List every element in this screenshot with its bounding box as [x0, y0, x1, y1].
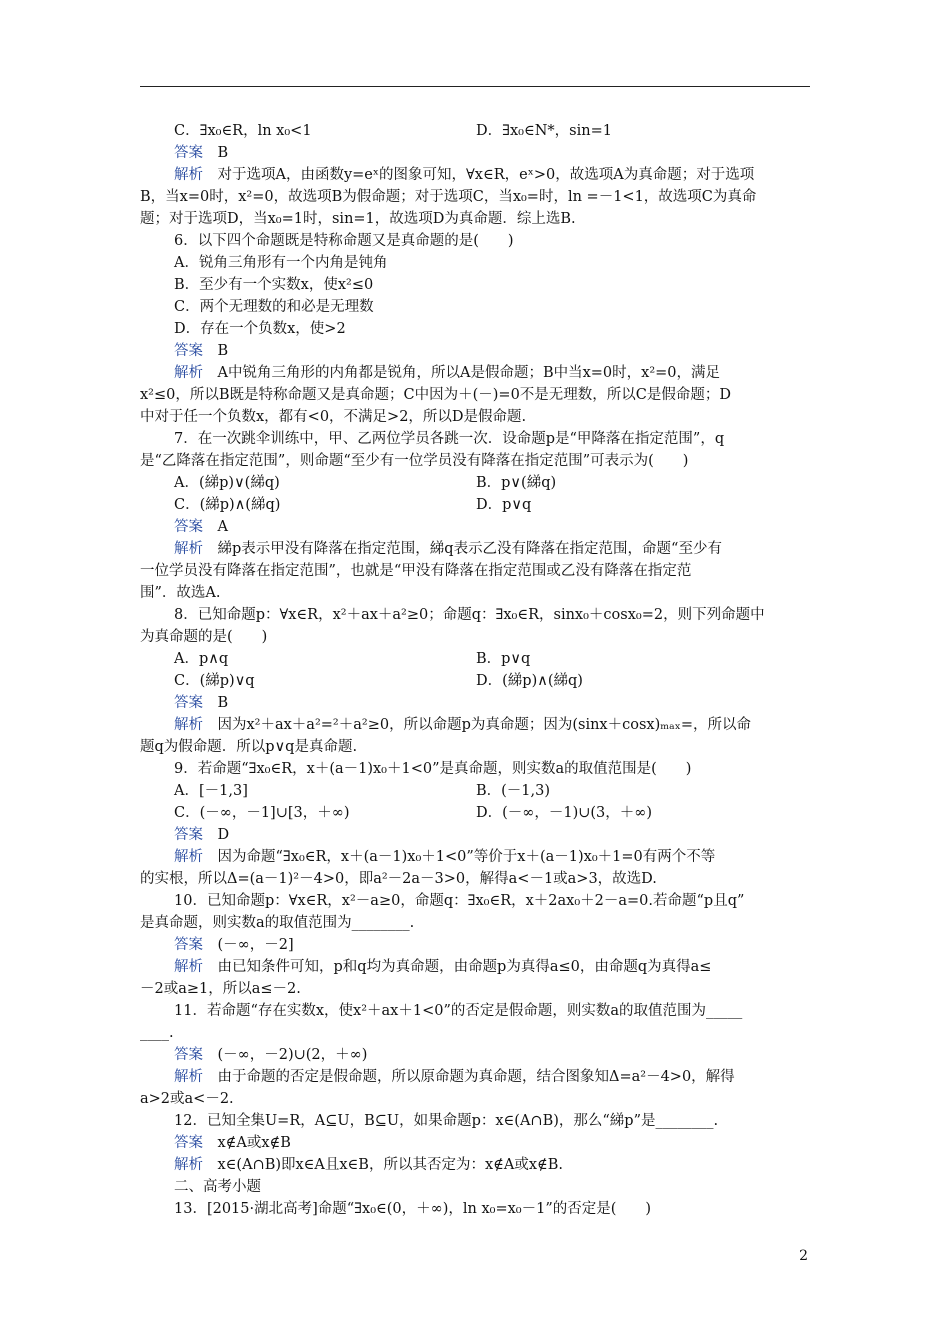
question-line: 二、高考小题 — [174, 1179, 261, 1195]
option-row — [140, 494, 810, 516]
analysis-label: 解析 — [174, 717, 203, 733]
question-line: 6．以下四个命题既是特称命题又是真命题的是( ) — [174, 233, 514, 249]
question-line: 12．已知全集U=R，A⊆U，B⊆U，如果命题p：x∈(A∩B)，那么“綈p”是________. — [174, 1113, 719, 1129]
continuation-line: ____. — [140, 1025, 174, 1041]
question-line: D．存在一个负数x，使>2 — [174, 321, 346, 337]
option-left: A．[－1,3] — [174, 783, 248, 799]
answer-label: 答案 — [174, 937, 203, 953]
line-text: (－∞，－2)∪(2，＋∞) — [217, 1047, 368, 1063]
question-line: 10．已知命题p：∀x∈R，x²－a≥0，命题q：∃x₀∈R，x＋2ax₀＋2－a=0.若命题“p且q” — [174, 893, 745, 909]
option-row — [140, 802, 810, 824]
analysis-line — [140, 714, 810, 736]
answer-label: 答案 — [174, 695, 203, 711]
answer-label: 答案 — [174, 827, 203, 843]
analysis-line — [140, 164, 810, 186]
continuation-line: B，当x=0时，x²=0，故选项B为假命题；对于选项C，当x₀=时，ln =－1<1，故选项C为真命 — [140, 189, 757, 205]
analysis-line — [140, 1154, 810, 1176]
line-text: 由于命题的否定是假命题，所以原命题为真命题，结合图象知Δ=a²－4>0，解得 — [217, 1069, 735, 1085]
line-text: 因为x²＋ax＋a²=²＋a²≥0，所以命题p为真命题；因为(sinx＋cosx)ₘₐₓ=，所以命 — [217, 717, 752, 733]
answer-line — [140, 340, 810, 362]
analysis-label: 解析 — [174, 365, 203, 381]
question-line: C．两个无理数的和必是无理数 — [174, 299, 374, 315]
option-row — [140, 670, 810, 692]
answer-line — [140, 1044, 810, 1066]
line-text: x∉A或x∉B — [217, 1135, 291, 1151]
continuation-line: 的实根，所以Δ=(a－1)²－4>0，即a²－2a－3>0，解得a<－1或a>3，故选D. — [140, 871, 657, 887]
option-left: C．(綈p)∧(綈q) — [174, 497, 281, 513]
question-line: B．至少有一个实数x，使x²≤0 — [174, 277, 374, 293]
analysis-line — [140, 956, 810, 978]
continuation-line: 为真命题的是( ) — [140, 629, 268, 645]
analysis-line — [140, 362, 810, 384]
answer-line — [140, 1132, 810, 1154]
continuation-line: x²≤0，所以B既是特称命题又是真命题；C中因为＋(－)=0不是无理数，所以C是假命题；D — [140, 387, 732, 403]
analysis-label: 解析 — [174, 167, 203, 183]
answer-line — [140, 934, 810, 956]
option-right: D．∃x₀∈N*，sin=1 — [476, 123, 612, 139]
option-right: D．(綈p)∧(綈q) — [476, 673, 583, 689]
analysis-label: 解析 — [174, 541, 203, 557]
analysis-label: 解析 — [174, 1157, 203, 1173]
answer-label: 答案 — [174, 145, 203, 161]
answer-line — [140, 692, 810, 714]
line-text: 对于选项A，由函数y=eˣ的图象可知，∀x∈R，eˣ>0，故选项A为真命题；对于选项 — [217, 167, 755, 183]
option-right: D．(－∞，－1)∪(3，＋∞) — [476, 805, 653, 821]
header-rule — [140, 86, 810, 87]
option-left: C．(綈p)∨q — [174, 673, 255, 689]
question-line: 7．在一次跳伞训练中，甲、乙两位学员各跳一次．设命题p是“甲降落在指定范围”，q — [174, 431, 725, 447]
line-text: 因为命题“∃x₀∈R，x＋(a－1)x₀＋1<0”等价于x＋(a－1)x₀＋1=0有两个不等 — [217, 849, 716, 865]
continuation-line: －2或a≥1，所以a≤－2. — [140, 981, 301, 997]
option-row — [140, 780, 810, 802]
question-line: 13．[2015·湖北高考]命题“∃x₀∈(0，＋∞)，ln x₀=x₀－1”的否定是( ) — [174, 1201, 652, 1217]
continuation-line: 题；对于选项D，当x₀=1时，sin=1，故选项D为真命题．综上选B. — [140, 211, 576, 227]
answer-line — [140, 824, 810, 846]
line-text: B — [217, 145, 229, 161]
option-right: D．p∨q — [476, 497, 532, 513]
option-right: B．p∨q — [476, 651, 531, 667]
analysis-line — [140, 1066, 810, 1088]
page-number: 2 — [799, 1248, 808, 1264]
line-text: D — [217, 827, 230, 843]
option-left: C．∃x₀∈R，ln x₀<1 — [174, 123, 312, 139]
line-text: 綈p表示甲没有降落在指定范围，綈q表示乙没有降落在指定范围，命题“至少有 — [217, 541, 722, 557]
answer-label: 答案 — [174, 519, 203, 535]
answer-label: 答案 — [174, 1047, 203, 1063]
analysis-line — [140, 538, 810, 560]
analysis-label: 解析 — [174, 959, 203, 975]
analysis-label: 解析 — [174, 849, 203, 865]
document-body — [140, 120, 810, 1220]
line-text: 由已知条件可知，p和q均为真命题，由命题p为真得a≤0，由命题q为真得a≤ — [217, 959, 712, 975]
question-line: A．锐角三角形有一个内角是钝角 — [174, 255, 388, 271]
continuation-line: 中对于任一个负数x，都有<0，不满足>2，所以D是假命题. — [140, 409, 527, 425]
option-row — [140, 472, 810, 494]
option-row — [140, 120, 810, 142]
answer-line — [140, 142, 810, 164]
line-text: x∈(A∩B)即x∈A且x∈B，所以其否定为：x∉A或x∉B. — [217, 1157, 564, 1173]
continuation-line: 是真命题，则实数a的取值范围为________. — [140, 915, 415, 931]
continuation-line: a>2或a<－2. — [140, 1091, 234, 1107]
line-text: B — [217, 695, 229, 711]
option-right: B．p∨(綈q) — [476, 475, 557, 491]
option-right: B．(－1,3) — [476, 783, 551, 799]
analysis-line — [140, 846, 810, 868]
continuation-line: 围”．故选A. — [140, 585, 221, 601]
answer-label: 答案 — [174, 1135, 203, 1151]
option-left: A．p∧q — [174, 651, 229, 667]
question-line: 8．已知命题p：∀x∈R，x²＋ax＋a²≥0；命题q：∃x₀∈R，sinx₀＋cosx₀=2，则下列命题中 — [174, 607, 765, 623]
analysis-label: 解析 — [174, 1069, 203, 1085]
answer-label: 答案 — [174, 343, 203, 359]
answer-line — [140, 516, 810, 538]
line-text: A中锐角三角形的内角都是锐角，所以A是假命题；B中当x=0时，x²=0，满足 — [217, 365, 721, 381]
line-text: (－∞，－2] — [217, 937, 294, 953]
option-left: C．(－∞，－1]∪[3，＋∞) — [174, 805, 350, 821]
line-text: B — [217, 343, 229, 359]
question-line: 11．若命题“存在实数x，使x²＋ax＋1<0”的否定是假命题，则实数a的取值范围为_____ — [174, 1003, 743, 1019]
question-line: 9．若命题“∃x₀∈R，x＋(a－1)x₀＋1<0”是真命题，则实数a的取值范围是( ) — [174, 761, 692, 777]
continuation-line: 一位学员没有降落在指定范围”，也就是“甲没有降落在指定范围或乙没有降落在指定范 — [140, 563, 692, 579]
option-left: A．(綈p)∨(綈q) — [174, 475, 280, 491]
option-row — [140, 648, 810, 670]
continuation-line: 题q为假命题．所以p∨q是真命题. — [140, 739, 358, 755]
line-text: A — [217, 519, 228, 535]
continuation-line: 是“乙降落在指定范围”，则命题“至少有一位学员没有降落在指定范围”可表示为( ) — [140, 453, 689, 469]
